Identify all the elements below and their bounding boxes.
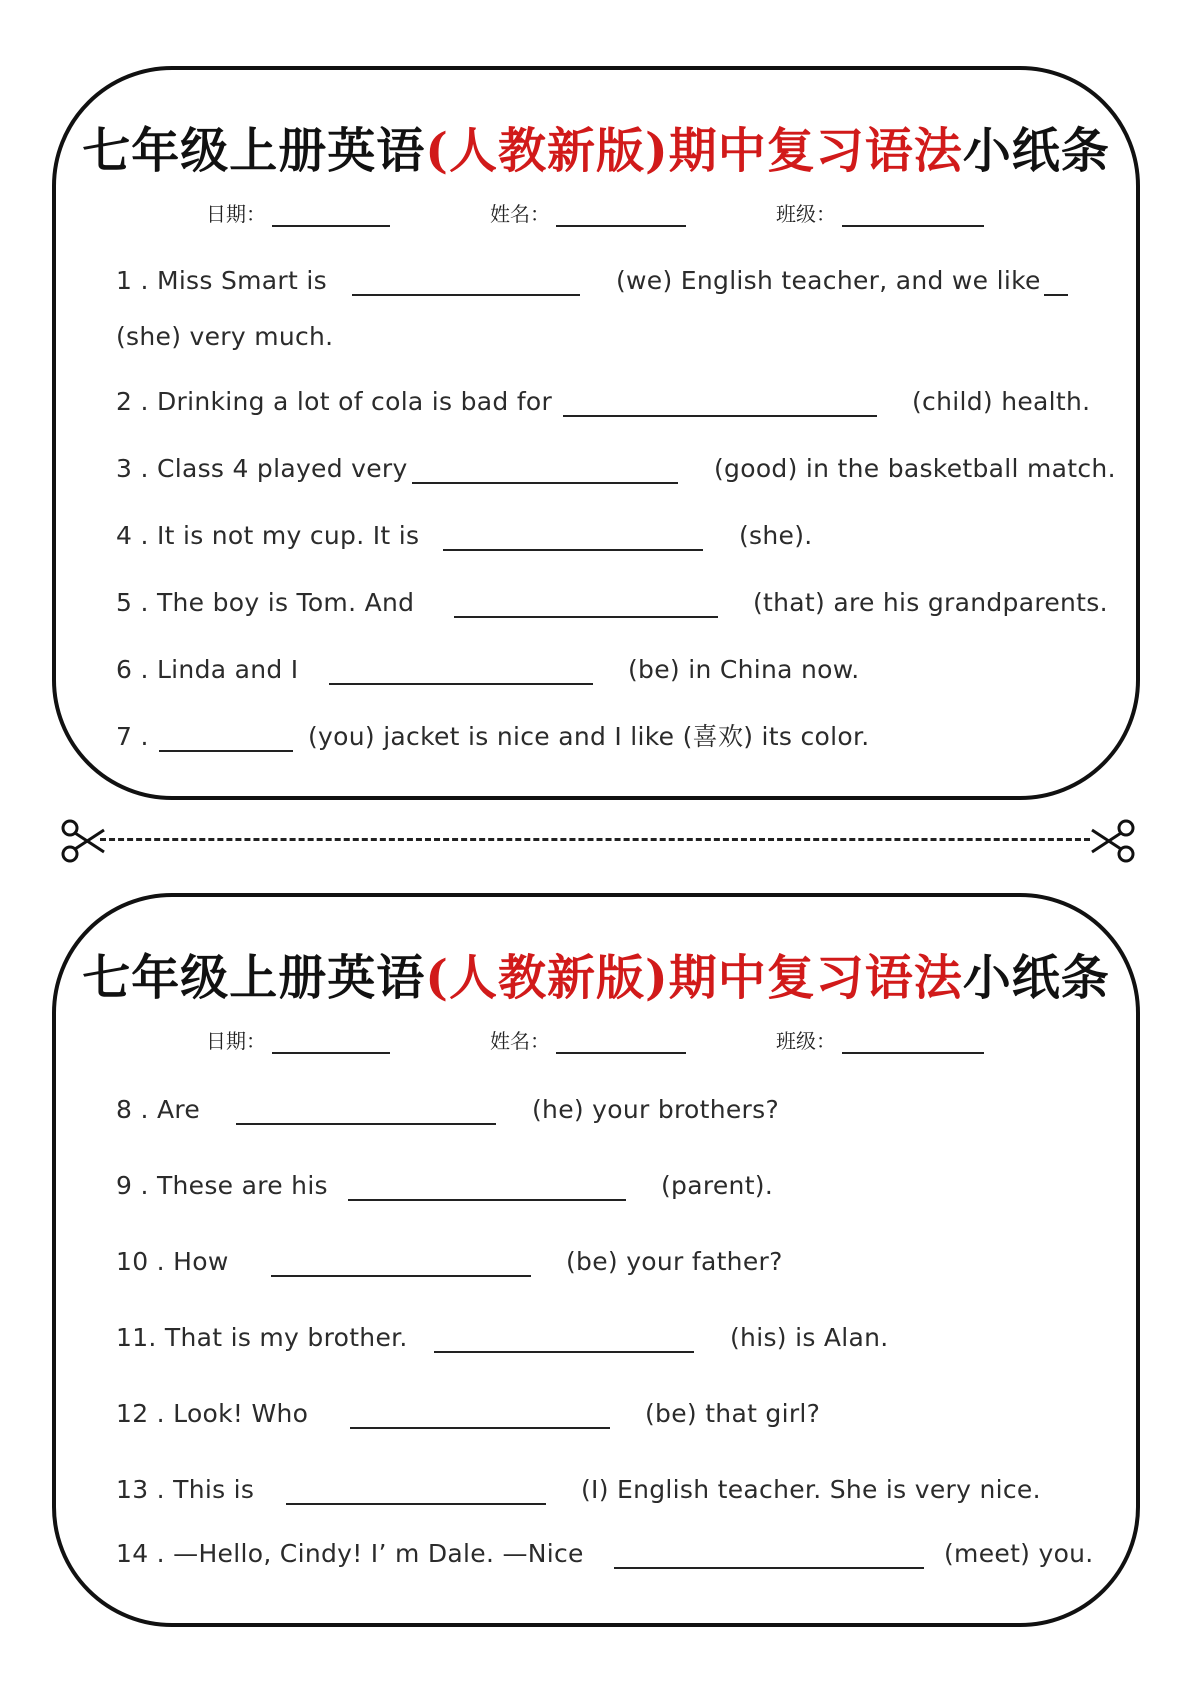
question-2-hint: (child) health. xyxy=(912,387,1091,416)
question-3-text: 3 . Class 4 played very xyxy=(116,454,408,483)
question-6-hint: (be) in China now. xyxy=(628,655,860,684)
question-14-hint: (meet) you. xyxy=(944,1539,1094,1568)
date-label: 日期： xyxy=(206,202,266,226)
question-10-hint: (be) your father? xyxy=(566,1247,783,1276)
answer-blank-2[interactable] xyxy=(563,415,877,417)
answer-blank-9[interactable] xyxy=(348,1199,626,1201)
question-5-text: 5 . The boy is Tom. And xyxy=(116,588,415,617)
question-7-text: 7 . xyxy=(116,722,149,751)
class-label: 班级： xyxy=(776,202,836,226)
info-row xyxy=(56,1025,1136,1065)
answer-blank-4[interactable] xyxy=(443,549,703,551)
answer-blank-3[interactable] xyxy=(412,482,678,484)
answer-blank-1b[interactable] xyxy=(1044,294,1068,296)
answer-blank-12[interactable] xyxy=(350,1427,610,1429)
question-11-hint: (his) is Alan. xyxy=(730,1323,889,1352)
name-label: 姓名： xyxy=(490,1029,550,1053)
worksheet-title xyxy=(56,939,1136,1008)
name-label: 姓名： xyxy=(490,202,550,226)
title-part: 小纸条 xyxy=(962,123,1110,179)
title-part: 七年级上册英语 xyxy=(82,123,426,179)
class-field[interactable] xyxy=(842,1032,984,1054)
title-highlight: (人教新版)期中复习语法 xyxy=(425,950,963,1006)
class-label: 班级： xyxy=(776,1029,836,1053)
worksheet-card-1 xyxy=(52,66,1140,800)
answer-blank-1[interactable] xyxy=(352,294,580,296)
question-4-text: 4 . It is not my cup. It is xyxy=(116,521,420,550)
date-field[interactable] xyxy=(272,1032,390,1054)
question-7-hint: (you) jacket is nice and I like (喜欢) its color. xyxy=(308,722,870,751)
worksheet-card-2 xyxy=(52,893,1140,1627)
answer-blank-11[interactable] xyxy=(434,1351,694,1353)
name-group xyxy=(490,198,686,227)
answer-blank-10[interactable] xyxy=(271,1275,531,1277)
class-field[interactable] xyxy=(842,205,984,227)
date-group xyxy=(206,1025,390,1054)
question-11-text: 11. That is my brother. xyxy=(116,1323,408,1352)
date-label: 日期： xyxy=(206,1029,266,1053)
answer-blank-8[interactable] xyxy=(236,1123,496,1125)
question-8-text: 8 . Are xyxy=(116,1095,201,1124)
question-13-hint: (I) English teacher. She is very nice. xyxy=(581,1475,1041,1504)
answer-blank-14[interactable] xyxy=(614,1567,924,1569)
scissors-icon xyxy=(60,818,106,864)
class-group xyxy=(776,1025,984,1054)
worksheet-title xyxy=(56,112,1136,181)
scissors-icon xyxy=(1090,818,1136,864)
question-14-text: 14 . —Hello, Cindy! I’ m Dale. —Nice xyxy=(116,1539,584,1568)
question-2-text: 2 . Drinking a lot of cola is bad for xyxy=(116,387,553,416)
name-field[interactable] xyxy=(556,1032,686,1054)
class-group xyxy=(776,198,984,227)
question-12-text: 12 . Look! Who xyxy=(116,1399,309,1428)
question-13-text: 13 . This is xyxy=(116,1475,255,1504)
info-row xyxy=(56,198,1136,238)
name-group xyxy=(490,1025,686,1054)
answer-blank-7[interactable] xyxy=(159,750,293,752)
question-9-hint: (parent). xyxy=(661,1171,774,1200)
question-9-text: 9 . These are his xyxy=(116,1171,328,1200)
question-4-hint: (she). xyxy=(739,521,813,550)
question-1-hint: (we) English teacher, and we like xyxy=(616,266,1041,295)
title-highlight: (人教新版)期中复习语法 xyxy=(425,123,963,179)
date-group xyxy=(206,198,390,227)
question-12-hint: (be) that girl? xyxy=(645,1399,821,1428)
question-8-hint: (he) your brothers? xyxy=(532,1095,780,1124)
title-part: 七年级上册英语 xyxy=(82,950,426,1006)
date-field[interactable] xyxy=(272,205,390,227)
name-field[interactable] xyxy=(556,205,686,227)
answer-blank-13[interactable] xyxy=(286,1503,546,1505)
question-5-hint: (that) are his grandparents. xyxy=(753,588,1108,617)
question-6-text: 6 . Linda and I xyxy=(116,655,299,684)
question-1-text: 1 . Miss Smart is xyxy=(116,266,327,295)
question-10-text: 10 . How xyxy=(116,1247,229,1276)
question-3-hint: (good) in the basketball match. xyxy=(714,454,1116,483)
title-part: 小纸条 xyxy=(962,950,1110,1006)
answer-blank-5[interactable] xyxy=(454,616,718,618)
question-1-continued: (she) very much. xyxy=(116,322,334,351)
answer-blank-6[interactable] xyxy=(329,683,593,685)
cut-line xyxy=(100,838,1090,841)
